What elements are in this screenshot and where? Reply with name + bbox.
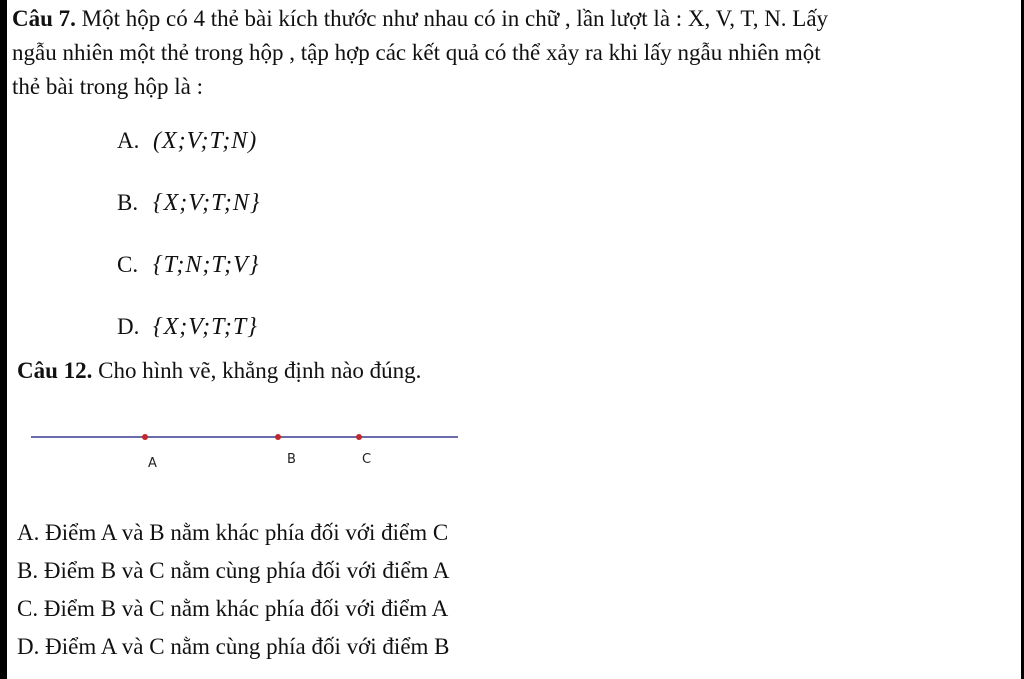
point-c-label: C — [362, 452, 372, 467]
point-a-label: A — [148, 456, 157, 471]
option-math: {T;N;T;V} — [153, 252, 260, 278]
question-7-option-b[interactable] — [117, 190, 261, 217]
option-math: (X;V;T;N) — [153, 128, 258, 154]
question-12-heading: Câu 12. — [17, 358, 93, 383]
question-7-heading: Câu 7. — [12, 6, 76, 31]
question-12-option-a[interactable]: A. Điểm A và B nằm khác phía đối với điểm C — [17, 520, 449, 545]
line-figure — [0, 420, 480, 480]
question-7-line-1-text: Một hộp có 4 thẻ bài kích thước như nhau có in chữ , lần lượt là : X, V, T, N. Lấy — [75, 6, 829, 31]
point-b-label: B — [287, 452, 296, 467]
question-12-option-b[interactable]: B. Điểm B và C nằm cùng phía đối với điểm A — [17, 558, 450, 583]
point-c-dot — [356, 434, 362, 440]
question-12-option-d[interactable]: D. Điểm A và C nằm cùng phía đối với điểm B — [17, 634, 450, 659]
question-7-option-d[interactable] — [117, 314, 258, 341]
question-7-line-3: thẻ bài trong hộp là : — [12, 74, 203, 99]
option-label: B. — [117, 190, 139, 215]
question-12-prompt: Cho hình vẽ, khẳng định nào đúng. — [92, 358, 422, 383]
option-label: D. — [117, 314, 140, 339]
option-math: {X;V;T;T} — [153, 314, 258, 340]
option-math: {X;V;T;N} — [153, 190, 261, 216]
question-7-line-1 — [12, 2, 1022, 36]
question-7-text — [12, 2, 1022, 104]
left-border — [0, 0, 7, 679]
question-12-option-c[interactable]: C. Điểm B và C nằm khác phía đối với điểm A — [17, 596, 449, 621]
question-7-option-a[interactable] — [117, 128, 257, 155]
point-b-dot — [275, 434, 281, 440]
point-a-dot — [142, 434, 148, 440]
option-label: C. — [117, 252, 139, 277]
question-7-option-c[interactable] — [117, 252, 259, 279]
question-12-text — [17, 358, 421, 384]
option-label: A. — [117, 128, 140, 153]
question-7-line-2: ngẫu nhiên một thẻ trong hộp , tập hợp các kết quả có thể xảy ra khi lấy ngẫu nhiên một — [12, 40, 821, 65]
